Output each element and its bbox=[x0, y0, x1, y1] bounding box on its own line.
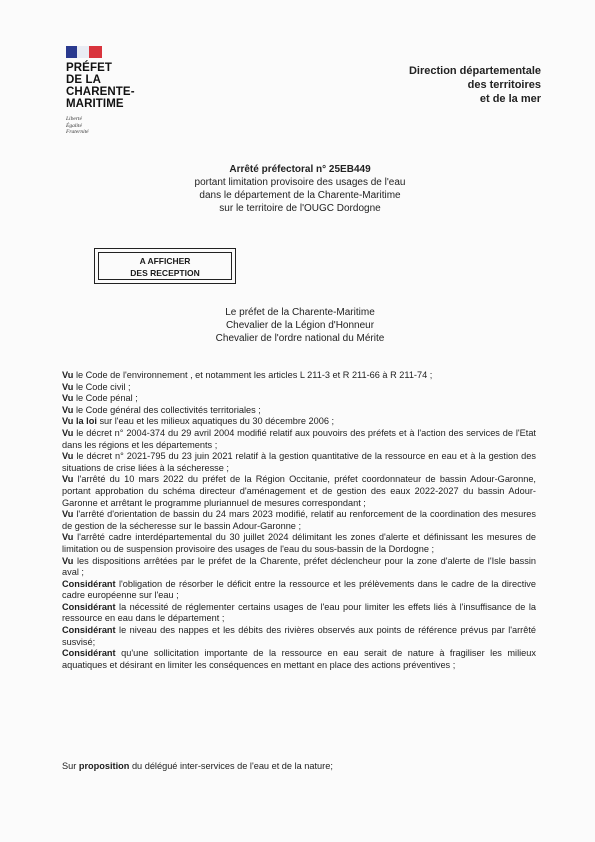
proposition-line bbox=[62, 760, 536, 772]
visa-text: les dispositions arrêtées par le préfet de la Charente, préfet déclencheur pour la zone d'alerte de l'Isle bassin aval ; bbox=[62, 555, 536, 578]
visa-lead: Vu bbox=[62, 451, 74, 462]
prefect-line: Chevalier de l'ordre national du Mérite bbox=[215, 333, 385, 344]
visa-text: sur l'eau et les milieux aquatiques du 30 décembre 2006 ; bbox=[96, 416, 335, 427]
visa-lead: Vu bbox=[62, 427, 74, 438]
visa-paragraph bbox=[62, 451, 536, 474]
considerant-text: qu'une sollicitation importante de la ressource en eau serait de nature à fragiliser les milieux aquatiques et désirant en limiter les conséquences en mettant en place des actions préventives ; bbox=[62, 648, 536, 670]
considerant-paragraph bbox=[62, 579, 536, 602]
visa-paragraph bbox=[62, 509, 536, 532]
closing-prefix: Sur bbox=[62, 761, 79, 771]
display-notice-inner bbox=[98, 252, 232, 280]
considerant-lead: Considérant bbox=[62, 625, 116, 636]
marianne-logo bbox=[66, 46, 102, 58]
authority-line: PRÉFET bbox=[66, 62, 112, 74]
motto-line: Liberté bbox=[66, 116, 82, 122]
considerant-paragraph bbox=[62, 625, 536, 648]
closing-text: du délégué inter-services de l'eau et de la nature; bbox=[129, 761, 333, 771]
motto-line: Fraternité bbox=[66, 129, 89, 135]
logo-blue-stripe bbox=[66, 46, 77, 58]
visa-text: l'arrêté cadre interdépartemental du 30 juillet 2024 délimitant les zones d'alerte et définissant les mesures de limitation ou de suspension provisoire des usages de l'eau du sous-bassin de la Dordogne ; bbox=[62, 532, 536, 554]
visa-paragraph bbox=[62, 382, 536, 394]
prefect-titles bbox=[150, 306, 450, 345]
visa-lead: Vu bbox=[62, 474, 74, 485]
visa-paragraph bbox=[62, 556, 536, 579]
authority-block bbox=[66, 62, 176, 110]
notice-line: DES RECEPTION bbox=[130, 268, 200, 278]
logo-white-stripe bbox=[77, 46, 89, 58]
visa-lead: Vu bbox=[62, 381, 74, 392]
considerant-lead: Considérant bbox=[62, 578, 116, 589]
logo-red-stripe bbox=[89, 46, 102, 58]
visa-paragraph bbox=[62, 474, 536, 509]
title-line: portant limitation provisoire des usages de l'eau bbox=[194, 177, 406, 188]
considerant-text: la nécessité de réglementer certains usages de l'eau pour limiter les effets liés à l'insuffisance de la ressource en eau dans le département ; bbox=[62, 601, 536, 624]
visa-text: le décret n° 2021-795 du 23 juin 2021 relatif à la gestion quantitative de la ressource en eau et à la gestion des situations de crise liées à la sécheresse ; bbox=[62, 451, 536, 473]
visa-lead: Vu bbox=[62, 393, 74, 404]
visa-paragraph bbox=[62, 428, 536, 451]
visa-lead: Vu la loi bbox=[62, 416, 97, 427]
considerant-paragraph bbox=[62, 602, 536, 625]
authority-line: CHARENTE- bbox=[66, 86, 135, 98]
title-line: sur le territoire de l'OUGC Dordogne bbox=[219, 203, 381, 214]
visa-paragraph bbox=[62, 370, 536, 382]
visa-lead: Vu bbox=[62, 509, 74, 520]
arrete-title bbox=[150, 163, 450, 215]
visa-paragraph bbox=[62, 532, 536, 555]
visa-text: le Code général des collectivités territoriales ; bbox=[73, 404, 261, 415]
visa-lead: Vu bbox=[62, 532, 74, 543]
direction-line: des territoires bbox=[467, 79, 541, 91]
authority-line: DE LA bbox=[66, 74, 101, 86]
visa-text: le Code pénal ; bbox=[73, 393, 138, 404]
visa-lead: Vu bbox=[62, 370, 74, 380]
visa-lead: Vu bbox=[62, 404, 74, 415]
considerant-lead: Considérant bbox=[62, 601, 116, 612]
direction-line: et de la mer bbox=[479, 93, 541, 105]
title-line: dans le département de la Charente-Maritime bbox=[199, 190, 401, 201]
considerant-lead: Considérant bbox=[62, 648, 116, 659]
visa-text: le Code civil ; bbox=[73, 381, 131, 392]
visa-paragraph bbox=[62, 416, 536, 428]
prefect-line: Le préfet de la Charente-Maritime bbox=[225, 307, 375, 318]
republic-motto bbox=[66, 116, 89, 136]
visa-text: l'arrêté d'orientation de bassin du 24 mars 2023 modifié, relatif au renforcement de la coordination des mesures de gestion de la sécheresse sur le bassin Adour-Garonne ; bbox=[62, 509, 536, 531]
direction-block bbox=[409, 64, 541, 106]
visa-paragraph bbox=[62, 405, 536, 417]
considerant-paragraph bbox=[62, 648, 536, 671]
visa-text: le décret n° 2004-374 du 29 avril 2004 modifié relatif aux pouvoirs des préfets et à l'action des services de l'Etat dans les régions et les départements ; bbox=[62, 427, 536, 450]
motto-line: Égalité bbox=[66, 122, 82, 129]
visa-text: le Code de l'environnement , et notamment les articles L 211-3 et R 211-66 à R 211-74 ; bbox=[73, 370, 433, 380]
authority-line: MARITIME bbox=[66, 98, 124, 110]
visa-paragraph bbox=[62, 393, 536, 405]
visas-section bbox=[62, 370, 536, 671]
arrete-number: Arrêté préfectoral n° 25EB449 bbox=[229, 164, 371, 175]
visa-text: l'arrêté du 10 mars 2022 du préfet de la Région Occitanie, préfet coordonnateur de bassin Adour-Garonne, portant approbation du schéma directeur d'aménagement et de gestion des eaux 2022-2027 du bassin Adour-Garonne et arrêtant le programme pluriannuel de mesures correspondant ; bbox=[62, 474, 536, 508]
closing-lead: proposition bbox=[78, 761, 130, 771]
direction-line: Direction départementale bbox=[408, 65, 541, 77]
considerant-text: le niveau des nappes et les débits des rivières observés aux points de référence prévus par l'arrêté susvisé; bbox=[62, 625, 536, 647]
display-notice-box bbox=[94, 248, 236, 284]
visa-lead: Vu bbox=[62, 555, 74, 566]
considerant-text: l'obligation de résorber le déficit entre la ressource et les prélèvements dans le cadre de la directive cadre européenne sur l'eau ; bbox=[62, 578, 536, 601]
notice-line: A AFFICHER bbox=[139, 256, 191, 266]
prefect-line: Chevalier de la Légion d'Honneur bbox=[225, 320, 375, 331]
